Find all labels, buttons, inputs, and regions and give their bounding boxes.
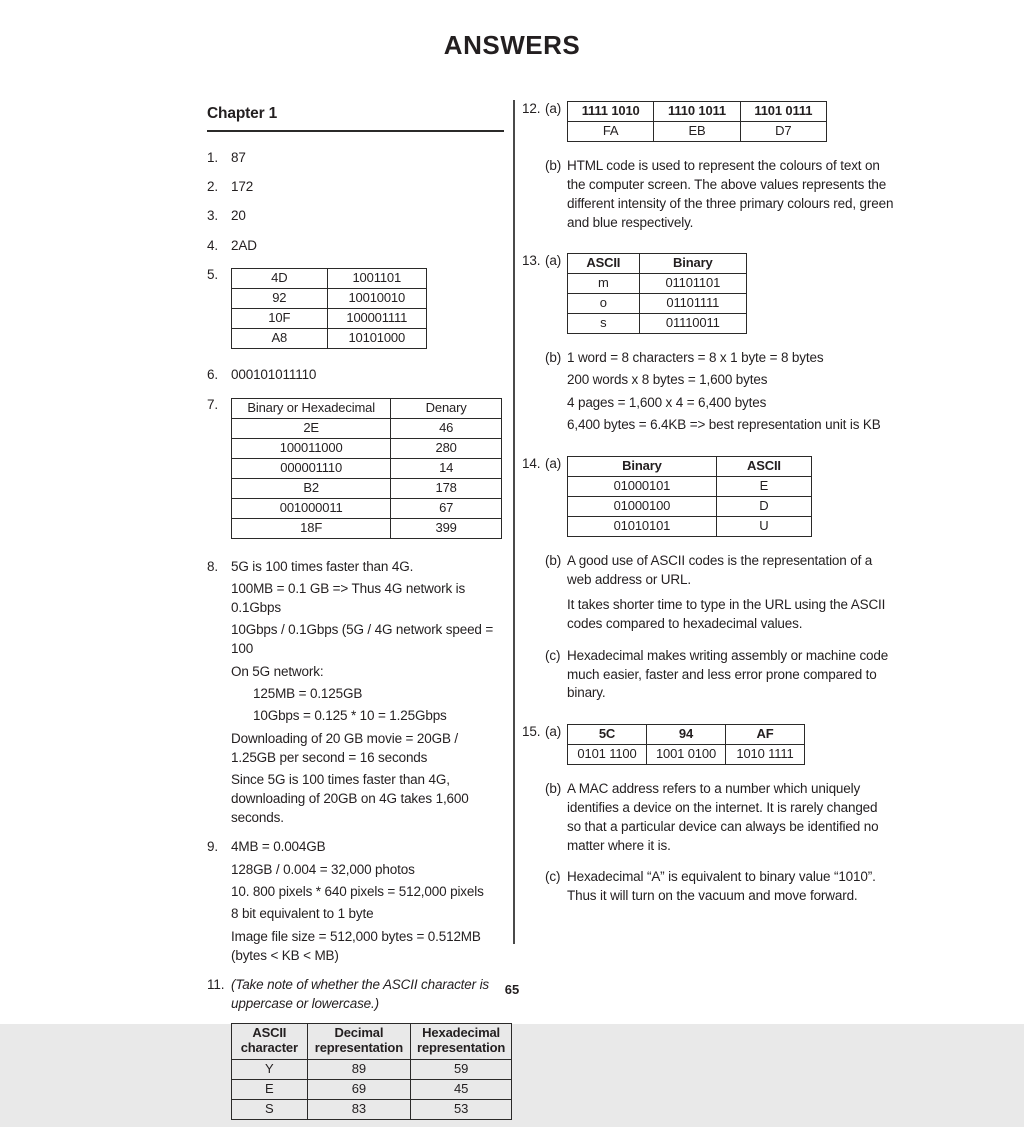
table-cell: s (568, 314, 640, 334)
subitem-label: (b) (545, 552, 562, 568)
subitem-label: (c) (545, 868, 561, 884)
table-row (568, 516, 812, 536)
answer-text: Hexadecimal “A” is equivalent to binary value “1010”. Thus it will turn on the vacuum and move forward. (567, 868, 876, 903)
item-number: 12. (522, 101, 541, 116)
table-header-row (568, 456, 812, 476)
item-number: 15. (522, 723, 541, 739)
table-cell: 1010 1111 (726, 744, 805, 764)
table-cell: m (568, 274, 640, 294)
table-header-cell: ASCII (568, 254, 640, 274)
subitem-15a (545, 723, 894, 771)
answer-item-1 (207, 149, 504, 171)
table-header-cell: Denary (391, 398, 502, 418)
answer-text: 8 bit equivalent to 1 byte (231, 906, 374, 922)
table-cell: U (716, 516, 811, 536)
answer-item-2 (207, 178, 504, 200)
answer-text: HTML code is used to represent the colours of text on the computer screen. The above values represents the different intensity of the three primary colours red, green and blue respectively. (567, 158, 894, 230)
left-column (207, 103, 504, 1127)
table-header-row (232, 398, 502, 418)
table-header-cell: AF (726, 724, 805, 744)
table-row (568, 476, 812, 496)
subitem-label: (a) (545, 723, 562, 739)
table-cell: 100001111 (327, 309, 426, 329)
table-header-cell: 5C (568, 724, 647, 744)
table-cell: 10F (232, 309, 328, 329)
answer-text: A good use of ASCII codes is the representation of a web address or URL. (567, 552, 873, 587)
answer-item-6 (207, 366, 504, 388)
table-row (232, 418, 502, 438)
table-cell: 01000101 (568, 476, 717, 496)
answer-text: On 5G network: (231, 663, 324, 679)
table-row (232, 1059, 512, 1079)
answer-text: Since 5G is 100 times faster than 4G, downloading of 20GB on 4G takes 1,600 seconds. (231, 772, 469, 825)
answer-text: Downloading of 20 GB movie = 20GB / 1.25GB per second = 16 seconds (231, 730, 459, 765)
answer-item-3 (207, 207, 504, 229)
item-number: 5. (207, 267, 218, 283)
answer-item-14 (522, 455, 894, 716)
table-header-cell: Decimal representation (307, 1023, 411, 1059)
answer-item-11 (207, 976, 504, 1120)
item-number: 11. (207, 977, 225, 993)
table-cell: 1001101 (327, 269, 426, 289)
answer-text: 1 word = 8 characters = 8 x 1 byte = 8 bytes (567, 350, 824, 366)
page-number: 65 (504, 982, 520, 997)
item-number: 9. (207, 839, 218, 855)
answer-text: 10Gbps = 0.125 * 10 = 1.25Gbps (253, 708, 447, 724)
item-number: 8. (207, 558, 218, 574)
answer-text: 87 (231, 149, 246, 165)
answer-text: Image file size = 512,000 bytes = 0.512MB (bytes < KB < MB) (231, 928, 481, 963)
subitem-14a (545, 455, 894, 543)
item-number: 14. (522, 455, 541, 471)
column-divider (513, 100, 515, 944)
item-number: 2. (207, 179, 218, 195)
subitem-15c (545, 868, 894, 909)
item-number: 13. (522, 253, 541, 269)
hex-binary-table-q15a (567, 724, 805, 765)
answer-text: 6,400 bytes = 6.4KB => best representation unit is KB (567, 417, 881, 433)
table-header-row (568, 254, 747, 274)
subitem-13a (545, 252, 894, 340)
table-cell: 280 (391, 438, 502, 458)
right-column (522, 100, 894, 925)
answer-text: 4 pages = 1,600 x 4 = 6,400 bytes (567, 394, 767, 410)
table-cell: 10010010 (327, 289, 426, 309)
table-row (232, 518, 502, 538)
table-cell: 2E (232, 418, 391, 438)
ascii-representation-table-q11 (231, 1023, 512, 1120)
table-cell: 69 (307, 1079, 411, 1099)
answer-item-9 (207, 838, 504, 969)
answer-note: (Take note of whether the ASCII character is uppercase or lowercase.) (231, 977, 490, 1011)
table-cell: S (232, 1099, 308, 1119)
answer-text: 172 (231, 179, 254, 195)
table-header-row (568, 724, 805, 744)
hex-binary-table-q5 (231, 268, 427, 349)
answer-text: 10. 800 pixels * 640 pixels = 512,000 pixels (231, 884, 484, 899)
table-row (232, 309, 427, 329)
answer-text: It takes shorter time to type in the URL using the ASCII codes compared to hexadecimal values. (567, 597, 886, 632)
answer-text: 5G is 100 times faster than 4G. (231, 558, 414, 574)
subitem-14c (545, 647, 894, 707)
subitem-12b (545, 157, 894, 236)
answer-text: A MAC address refers to a number which uniquely identifies a device on the internet. It is rarely changed so that a particular device can always be identified no matter where it is. (567, 780, 879, 853)
table-cell: 01110011 (639, 314, 746, 334)
table-header-cell: ASCII character (232, 1023, 308, 1059)
answer-text: 10Gbps / 0.1Gbps (5G / 4G network speed = 100 (231, 622, 494, 657)
item-number: 1. (207, 149, 218, 165)
table-row (568, 122, 827, 142)
table-cell: B2 (232, 478, 391, 498)
ascii-binary-table-q13a (567, 253, 747, 334)
table-cell: 178 (391, 478, 502, 498)
binary-denary-table-q7 (231, 398, 502, 539)
table-row (232, 478, 502, 498)
table-cell: 0101 1100 (568, 744, 647, 764)
table-row (568, 496, 812, 516)
binary-ascii-table-q14a (567, 456, 812, 537)
item-number: 3. (207, 208, 218, 224)
answer-item-4 (207, 237, 504, 259)
chapter-heading: Chapter 1 (207, 103, 504, 132)
table-header-cell: 1110 1011 (654, 102, 740, 122)
subitem-label: (a) (545, 455, 562, 471)
subitem-label: (c) (545, 647, 561, 663)
page-title: ANSWERS (443, 30, 581, 60)
binary-hex-table-q12a (567, 101, 827, 142)
answer-text: 20 (231, 208, 246, 224)
table-cell: Y (232, 1059, 308, 1079)
table-cell: 59 (411, 1059, 512, 1079)
table-row (568, 274, 747, 294)
table-cell: 45 (411, 1079, 512, 1099)
table-cell: 89 (307, 1059, 411, 1079)
table-header-cell: 1111 1010 (568, 102, 654, 122)
table-row (568, 314, 747, 334)
table-cell: 01000100 (568, 496, 717, 516)
table-cell: 53 (411, 1099, 512, 1119)
subitem-label: (b) (545, 780, 562, 796)
answer-item-13 (522, 252, 894, 448)
table-row (568, 294, 747, 314)
table-cell: 10101000 (327, 329, 426, 349)
subitem-15b (545, 780, 894, 859)
table-row (232, 1079, 512, 1099)
table-row (232, 458, 502, 478)
table-row (232, 498, 502, 518)
table-cell: D (716, 496, 811, 516)
table-cell: 14 (391, 458, 502, 478)
table-row (232, 289, 427, 309)
table-cell: 4D (232, 269, 328, 289)
item-number: 4. (207, 237, 218, 253)
table-cell: D7 (740, 122, 826, 142)
subitem-13b (545, 349, 894, 439)
table-header-cell: Binary (568, 456, 717, 476)
table-header-row (232, 1023, 512, 1059)
table-cell: 1001 0100 (647, 744, 726, 764)
answer-item-7 (207, 396, 504, 551)
table-row (568, 744, 805, 764)
table-cell: EB (654, 122, 740, 142)
table-header-cell: 1101 0111 (740, 102, 826, 122)
answer-text: 100MB = 0.1 GB => Thus 4G network is 0.1Gbps (231, 581, 466, 615)
subitem-label: (a) (545, 253, 562, 269)
answer-text: 128GB / 0.004 = 32,000 photos (231, 861, 415, 877)
subitem-label: (b) (545, 158, 562, 173)
table-cell: 001000011 (232, 498, 391, 518)
answer-text: 4MB = 0.004GB (231, 839, 326, 855)
subitem-12a (545, 100, 894, 148)
answer-item-5 (207, 266, 504, 359)
answer-text: Hexadecimal makes writing assembly or machine code much easier, faster and less error prone compared to binary. (567, 647, 889, 701)
answer-item-8 (207, 558, 504, 832)
answer-text: 125MB = 0.125GB (253, 685, 363, 701)
table-cell: 100011000 (232, 438, 391, 458)
table-cell: 01010101 (568, 516, 717, 536)
answer-item-15 (522, 723, 894, 918)
answer-text: 200 words x 8 bytes = 1,600 bytes (567, 372, 768, 388)
table-header-cell: ASCII (716, 456, 811, 476)
subitem-label: (a) (545, 101, 562, 116)
table-cell: o (568, 294, 640, 314)
table-header-row (568, 102, 827, 122)
subitem-14b (545, 552, 894, 638)
subitem-label: (b) (545, 350, 562, 366)
table-cell: 01101111 (639, 294, 746, 314)
answer-text: 2AD (231, 237, 257, 253)
item-number: 7. (207, 396, 218, 412)
table-cell: 92 (232, 289, 328, 309)
table-cell: 01101101 (639, 274, 746, 294)
table-cell: 46 (391, 418, 502, 438)
table-row (232, 1099, 512, 1119)
table-row (232, 438, 502, 458)
table-cell: E (232, 1079, 308, 1099)
table-cell: 18F (232, 518, 391, 538)
table-cell: 399 (391, 518, 502, 538)
table-row (232, 329, 427, 349)
table-header-cell: 94 (647, 724, 726, 744)
table-header-cell: Hexadecimal representation (411, 1023, 512, 1059)
table-header-cell: Binary or Hexadecimal (232, 398, 391, 418)
item-number: 6. (207, 367, 218, 383)
table-cell: E (716, 476, 811, 496)
table-cell: 000001110 (232, 458, 391, 478)
table-cell: 83 (307, 1099, 411, 1119)
table-cell: FA (568, 122, 654, 142)
answer-item-12 (522, 100, 894, 245)
table-header-cell: Binary (639, 254, 746, 274)
table-cell: 67 (391, 498, 502, 518)
table-cell: A8 (232, 329, 328, 349)
table-row (232, 269, 427, 289)
answer-text: 000101011110 (231, 367, 317, 383)
